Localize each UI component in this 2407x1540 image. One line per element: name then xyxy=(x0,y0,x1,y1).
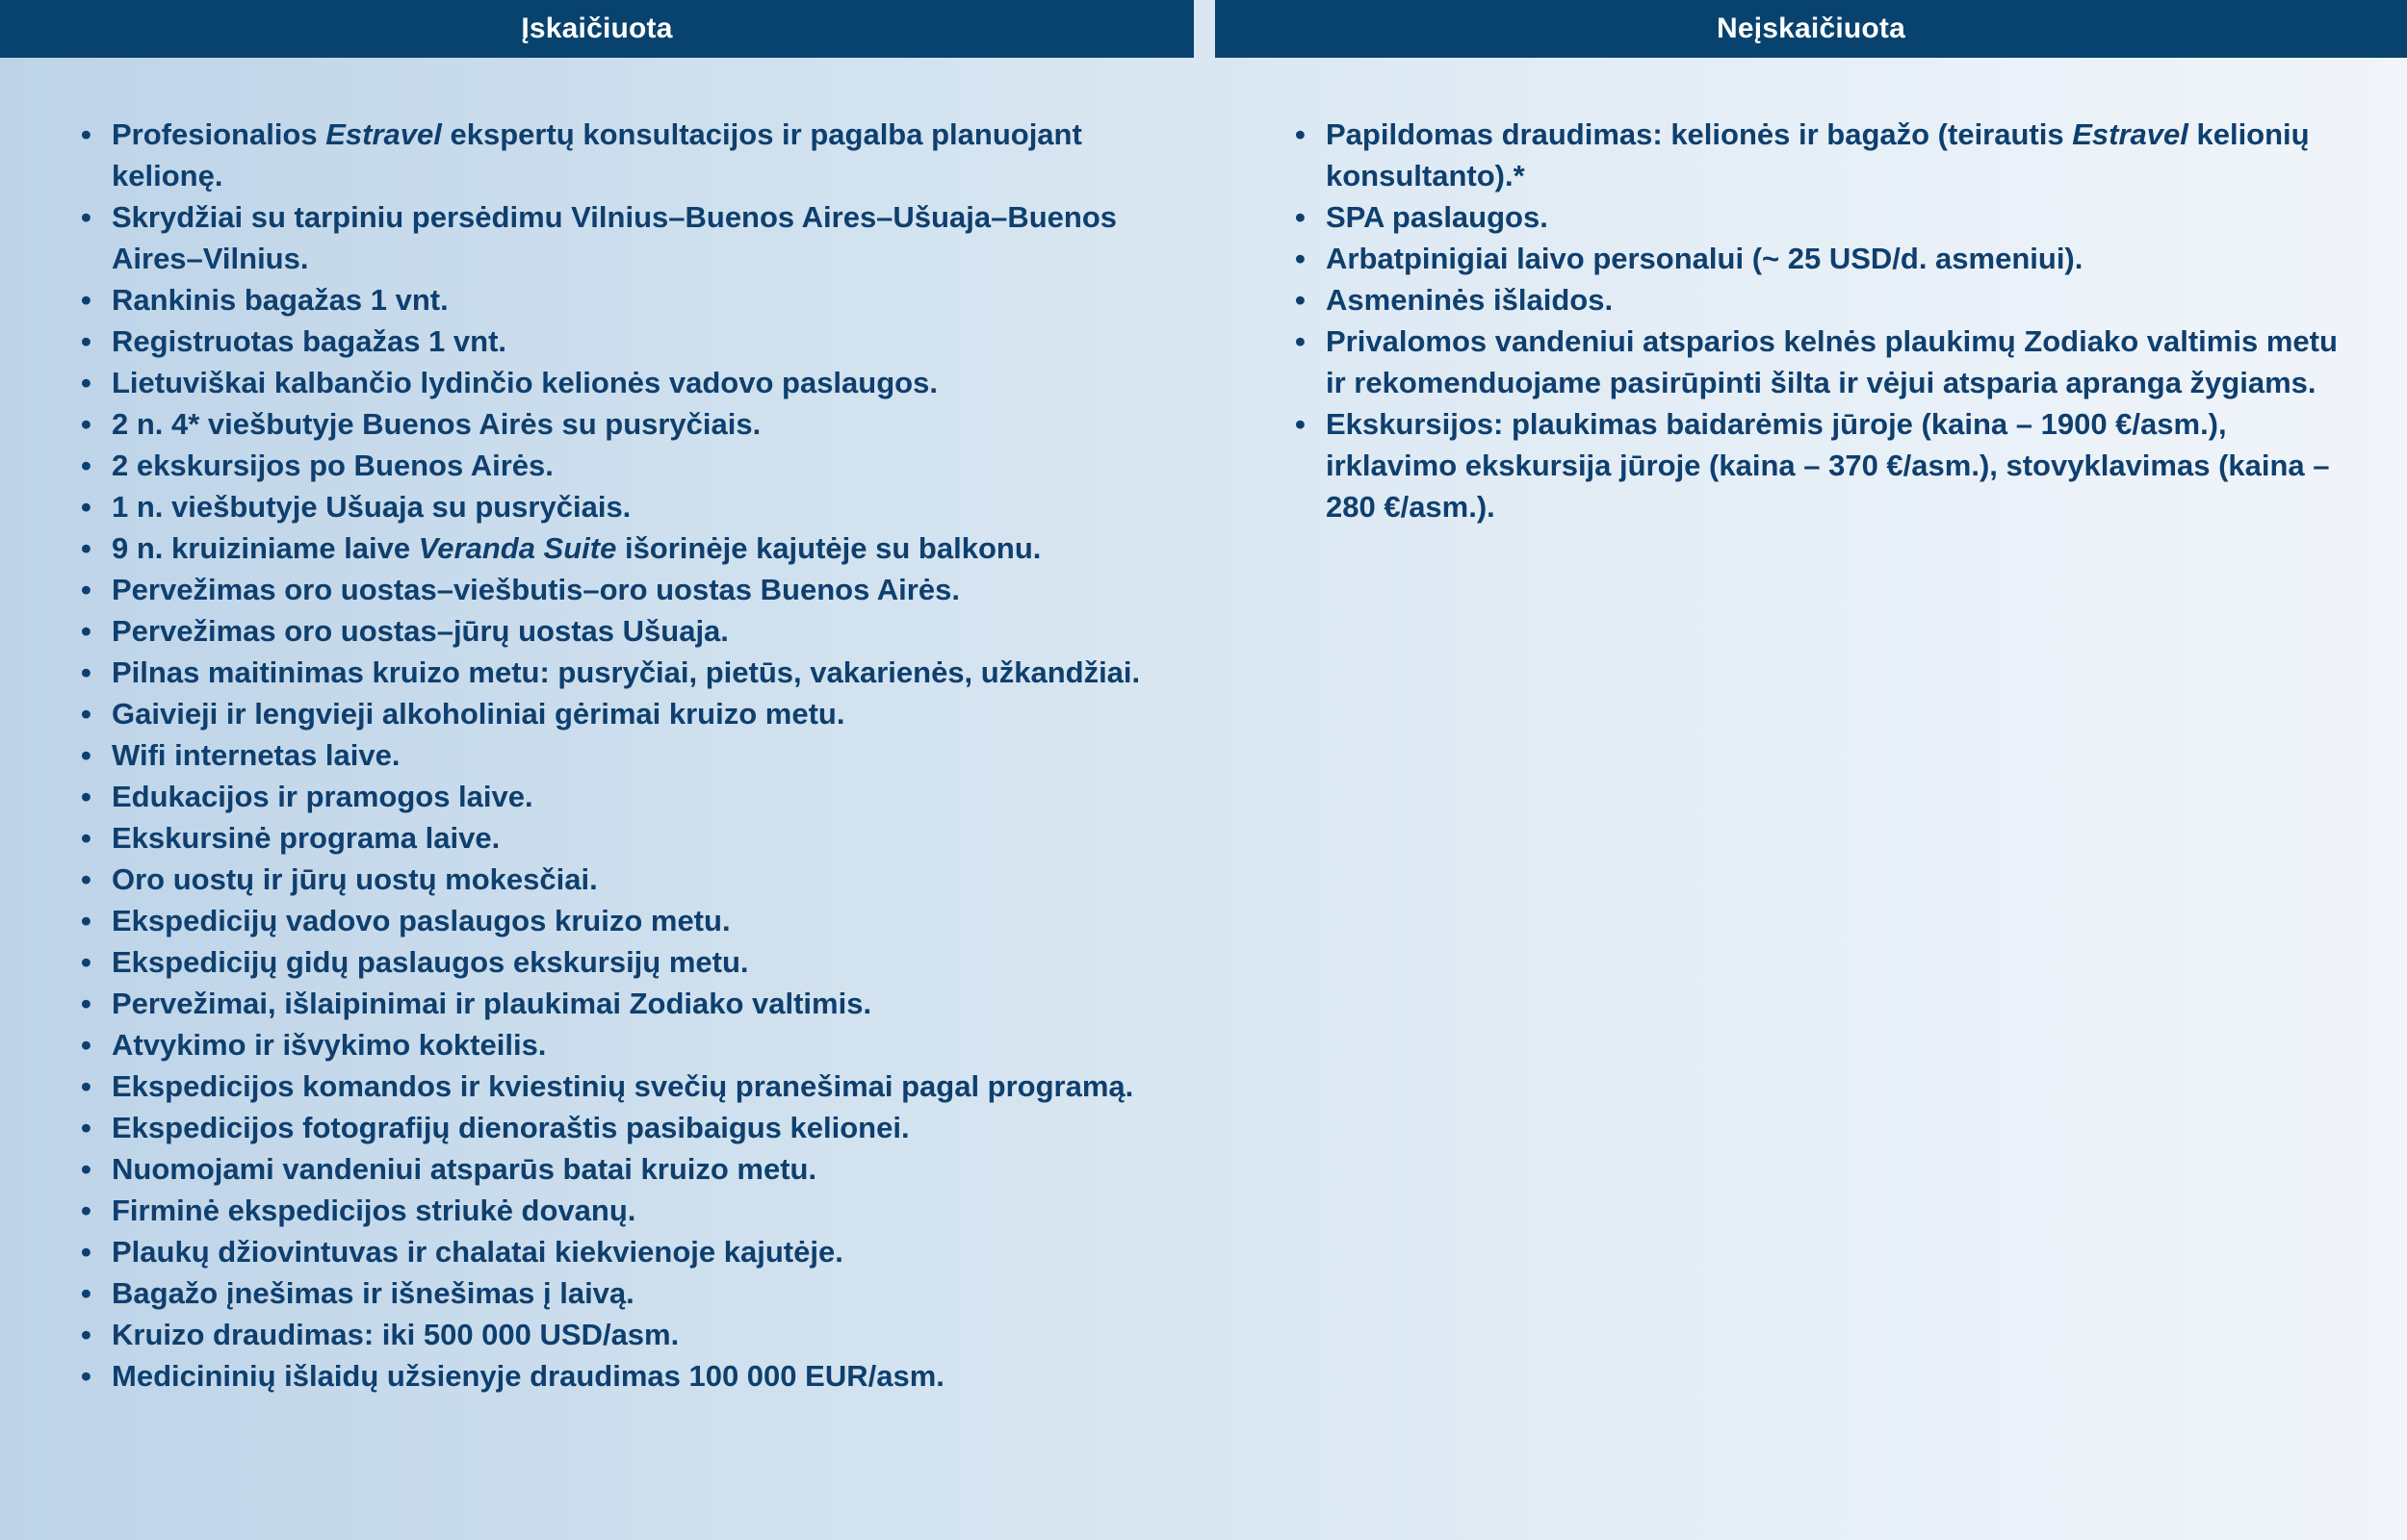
item-text: 2 n. 4* viešbutyje Buenos Airės su pusryčiais. xyxy=(112,407,762,441)
bullet-icon: • xyxy=(81,324,91,358)
included-item xyxy=(81,1272,1159,1314)
item-text-emphasis: Estravel xyxy=(2072,117,2188,151)
included-item xyxy=(81,1148,1159,1190)
item-text: 9 n. kruiziniame laive xyxy=(112,531,419,565)
excluded-list xyxy=(1295,114,2364,527)
bullet-icon: • xyxy=(81,490,91,524)
bullet-icon: • xyxy=(81,904,91,937)
bullet-icon: • xyxy=(1295,324,1306,358)
included-item xyxy=(81,1190,1159,1231)
bullet-icon: • xyxy=(1295,242,1306,275)
included-item xyxy=(81,1024,1159,1065)
included-item xyxy=(81,445,1159,486)
item-text: Registruotas bagažas 1 vnt. xyxy=(112,324,507,358)
included-item xyxy=(81,983,1159,1024)
included-item xyxy=(81,321,1159,362)
item-text: Profesionalios xyxy=(112,117,326,151)
item-text: Pilnas maitinimas kruizo metu: pusryčiai, pietūs, vakarienės, užkandžiai. xyxy=(112,655,1141,689)
bullet-icon: • xyxy=(81,1235,91,1269)
item-text: Privalomos vandeniui atsparios kelnės plaukimų Zodiako valtimis metu ir rekomenduojame pasirūpinti šilta ir vėjui atsparia apranga žygiams. xyxy=(1326,324,2338,399)
excluded-item xyxy=(1295,114,2364,196)
excluded-header-title: Neįskaičiuota xyxy=(1716,13,1906,44)
bullet-icon: • xyxy=(1295,200,1306,234)
item-text: Rankinis bagažas 1 vnt. xyxy=(112,283,449,317)
item-text: Skrydžiai su tarpiniu persėdimu Vilnius–Buenos Aires–Ušuaja–Buenos Aires–Vilnius. xyxy=(112,200,1117,275)
included-item xyxy=(81,1065,1159,1107)
included-header-title: Įskaičiuota xyxy=(521,13,673,44)
item-text: Wifi internetas laive. xyxy=(112,738,401,772)
item-text: SPA paslaugos. xyxy=(1326,200,1548,234)
bullet-icon: • xyxy=(81,366,91,399)
item-text-continued: išorinėje kajutėje su balkonu. xyxy=(616,531,1042,565)
item-text: Nuomojami vandeniui atsparūs batai kruizo metu. xyxy=(112,1152,817,1186)
included-item xyxy=(81,1107,1159,1148)
bullet-icon: • xyxy=(81,1359,91,1393)
excluded-header xyxy=(1215,0,2407,58)
excluded-item xyxy=(1295,403,2364,527)
item-text: Arbatpinigiai laivo personalui (~ 25 USD/d. asmeniui). xyxy=(1326,242,2083,275)
item-text: Ekskursinė programa laive. xyxy=(112,821,501,855)
item-text-emphasis: Veranda Suite xyxy=(418,531,617,565)
included-item xyxy=(81,362,1159,403)
item-text-emphasis: Estravel xyxy=(325,117,442,151)
included-list xyxy=(81,114,1159,1397)
item-text: Lietuviškai kalbančio lydinčio kelionės vadovo paslaugos. xyxy=(112,366,938,399)
bullet-icon: • xyxy=(81,862,91,896)
bullet-icon: • xyxy=(81,655,91,689)
bullet-icon: • xyxy=(81,1111,91,1144)
bullet-icon: • xyxy=(81,1028,91,1062)
included-item xyxy=(81,693,1159,734)
bullet-icon: • xyxy=(81,449,91,482)
item-text: Atvykimo ir išvykimo kokteilis. xyxy=(112,1028,547,1062)
bullet-icon: • xyxy=(81,1069,91,1103)
item-text: Pervežimai, išlaipinimai ir plaukimai Zodiako valtimis. xyxy=(112,987,872,1020)
item-text: Pervežimas oro uostas–viešbutis–oro uostas Buenos Airės. xyxy=(112,573,960,606)
bullet-icon: • xyxy=(81,697,91,731)
item-text: Papildomas draudimas: kelionės ir bagažo (teirautis xyxy=(1326,117,2073,151)
included-item xyxy=(81,652,1159,693)
excluded-column xyxy=(1295,114,2364,527)
item-text: Ekspedicijos komandos ir kviestinių svečių pranešimai pagal programą. xyxy=(112,1069,1134,1103)
item-text: Plaukų džiovintuvas ir chalatai kiekvienoje kajutėje. xyxy=(112,1235,843,1269)
included-item xyxy=(81,1314,1159,1355)
bullet-icon: • xyxy=(81,117,91,151)
included-item xyxy=(81,1355,1159,1397)
bullet-icon: • xyxy=(81,1318,91,1351)
bullet-icon: • xyxy=(81,821,91,855)
included-item xyxy=(81,527,1159,569)
bullet-icon: • xyxy=(81,738,91,772)
item-text: Ekspedicijų gidų paslaugos ekskursijų metu. xyxy=(112,945,749,979)
included-item xyxy=(81,114,1159,196)
included-item xyxy=(81,859,1159,900)
bullet-icon: • xyxy=(81,614,91,648)
bullet-icon: • xyxy=(1295,407,1306,441)
bullet-icon: • xyxy=(1295,117,1306,151)
item-text: Bagažo įnešimas ir išnešimas į laivą. xyxy=(112,1276,634,1310)
included-item xyxy=(81,486,1159,527)
item-text: Medicininių išlaidų užsienyje draudimas 100 000 EUR/asm. xyxy=(112,1359,945,1393)
item-text: Ekskursijos: plaukimas baidarėmis jūroje (kaina – 1900 €/asm.), irklavimo ekskursija jūroje (kaina – 370 €/asm.), stovyklavimas (kaina – 280 €/asm.). xyxy=(1326,407,2330,524)
included-column xyxy=(81,114,1159,1397)
item-text: Asmeninės išlaidos. xyxy=(1326,283,1614,317)
item-text: Ekspedicijos fotografijų dienoraštis pasibaigus kelionei. xyxy=(112,1111,910,1144)
included-header xyxy=(0,0,1194,58)
item-text: 1 n. viešbutyje Ušuaja su pusryčiais. xyxy=(112,490,632,524)
bullet-icon: • xyxy=(81,987,91,1020)
item-text: Pervežimas oro uostas–jūrų uostas Ušuaja. xyxy=(112,614,729,648)
included-item xyxy=(81,941,1159,983)
item-text: 2 ekskursijos po Buenos Airės. xyxy=(112,449,554,482)
bullet-icon: • xyxy=(81,407,91,441)
bullet-icon: • xyxy=(81,1194,91,1227)
included-item xyxy=(81,817,1159,859)
item-text: Kruizo draudimas: iki 500 000 USD/asm. xyxy=(112,1318,680,1351)
included-item xyxy=(81,776,1159,817)
item-text: Oro uostų ir jūrų uostų mokesčiai. xyxy=(112,862,598,896)
item-text: Edukacijos ir pramogos laive. xyxy=(112,780,533,813)
included-item xyxy=(81,569,1159,610)
bullet-icon: • xyxy=(81,283,91,317)
bullet-icon: • xyxy=(81,780,91,813)
bullet-icon: • xyxy=(81,531,91,565)
item-text-continued: kelionių konsultanto).* xyxy=(1326,117,2310,192)
excluded-item xyxy=(1295,196,2364,238)
bullet-icon: • xyxy=(81,945,91,979)
bullet-icon: • xyxy=(81,573,91,606)
excluded-item xyxy=(1295,321,2364,403)
item-text: Firminė ekspedicijos striukė dovanų. xyxy=(112,1194,636,1227)
excluded-item xyxy=(1295,238,2364,279)
bullet-icon: • xyxy=(81,1276,91,1310)
included-item xyxy=(81,900,1159,941)
item-text: Ekspedicijų vadovo paslaugos kruizo metu. xyxy=(112,904,731,937)
included-item xyxy=(81,196,1159,279)
excluded-item xyxy=(1295,279,2364,321)
bullet-icon: • xyxy=(81,200,91,234)
included-item xyxy=(81,1231,1159,1272)
item-text: Gaivieji ir lengvieji alkoholiniai gėrimai kruizo metu. xyxy=(112,697,845,731)
included-item xyxy=(81,279,1159,321)
bullet-icon: • xyxy=(81,1152,91,1186)
included-item xyxy=(81,403,1159,445)
item-text-continued: ekspertų konsultacijos ir pagalba planuojant kelionę. xyxy=(112,117,1082,192)
included-item xyxy=(81,734,1159,776)
bullet-icon: • xyxy=(1295,283,1306,317)
included-item xyxy=(81,610,1159,652)
